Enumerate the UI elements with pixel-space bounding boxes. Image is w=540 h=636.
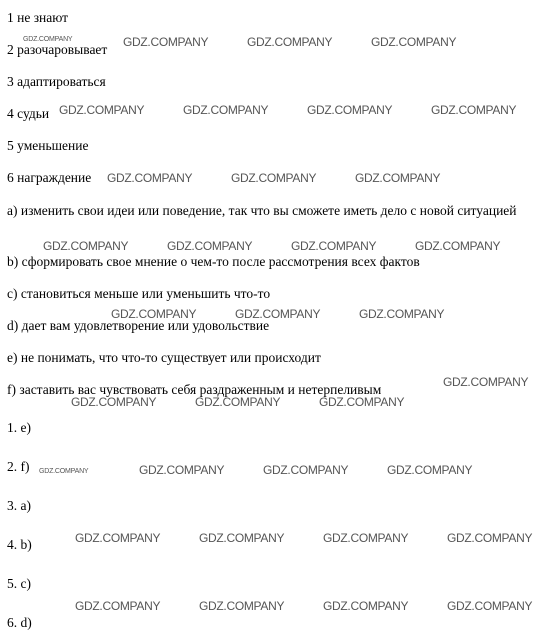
watermark: GDZ.COMPANY	[447, 599, 533, 613]
word-item: 5 уменьшение	[7, 138, 89, 153]
watermark: GDZ.COMPANY	[247, 35, 333, 49]
watermark: GDZ.COMPANY	[43, 239, 129, 253]
word-item: 3 адаптироваться	[7, 74, 106, 89]
watermark: GDZ.COMPANY	[71, 395, 157, 409]
definition-item: c) становиться меньше или уменьшить что-то	[7, 286, 271, 301]
answer-item: 4. b)	[7, 537, 32, 552]
watermark: GDZ.COMPANY	[319, 395, 405, 409]
watermark: GDZ.COMPANY	[323, 531, 409, 545]
definition-item: e) не понимать, что что-то существует или происходит	[7, 350, 321, 365]
definition-item: b) сформировать свое мнение о чем-то после рассмотрения всех фактов	[7, 254, 420, 269]
watermark: GDZ.COMPANY	[195, 395, 281, 409]
answer-item: 3. a)	[7, 498, 31, 513]
watermark: GDZ.COMPANY	[447, 531, 533, 545]
answer-item: 1. e)	[7, 420, 31, 435]
word-item: 6 награждение	[7, 170, 92, 185]
watermark: GDZ.COMPANY	[371, 35, 457, 49]
watermark: GDZ.COMPANY	[111, 307, 197, 321]
watermark: GDZ.COMPANY	[387, 463, 473, 477]
watermark: GDZ.COMPANY	[359, 307, 445, 321]
watermark: GDZ.COMPANY	[107, 171, 193, 185]
watermark: GDZ.COMPANY	[415, 239, 501, 253]
definition-item: a) изменить свои идеи или поведение, так что вы сможете иметь дело с новой ситуацией	[7, 203, 517, 218]
watermark: GDZ.COMPANY	[75, 599, 161, 613]
watermark: GDZ.COMPANY	[443, 375, 529, 389]
watermark: GDZ.COMPANY	[307, 103, 393, 117]
word-item: 2 разочаровывает	[7, 42, 108, 57]
word-item: 4 судьи	[7, 106, 50, 121]
watermark: GDZ.COMPANY	[323, 599, 409, 613]
definition-item: d) дает вам удовлетворение или удовольствие	[7, 318, 270, 333]
answer-item: 6. d)	[7, 615, 32, 630]
watermark: GDZ.COMPANY	[199, 531, 285, 545]
answer-item: 5. c)	[7, 576, 31, 591]
watermark: GDZ.COMPANY	[75, 531, 161, 545]
watermark: GDZ.COMPANY	[199, 599, 285, 613]
watermark: GDZ.COMPANY	[139, 463, 225, 477]
watermark: GDZ.COMPANY	[123, 35, 209, 49]
watermark: GDZ.COMPANY	[355, 171, 441, 185]
watermark: GDZ.COMPANY	[291, 239, 377, 253]
watermark: GDZ.COMPANY	[167, 239, 253, 253]
watermark: GDZ.COMPANY	[183, 103, 269, 117]
watermark: GDZ.COMPANY	[263, 463, 349, 477]
definition-item: f) заставить вас чувствовать себя раздраженным и нетерпеливым	[7, 382, 382, 397]
word-item: 1 не знают	[7, 10, 69, 25]
watermark: GDZ.COMPANY	[235, 307, 321, 321]
watermark: GDZ.COMPANY	[431, 103, 517, 117]
answer-item: 2. f)	[7, 459, 30, 474]
watermark: GDZ.COMPANY	[231, 171, 317, 185]
watermark: GDZ.COMPANY	[39, 468, 89, 475]
watermark: GDZ.COMPANY	[59, 103, 145, 117]
watermark: GDZ.COMPANY	[23, 36, 73, 43]
